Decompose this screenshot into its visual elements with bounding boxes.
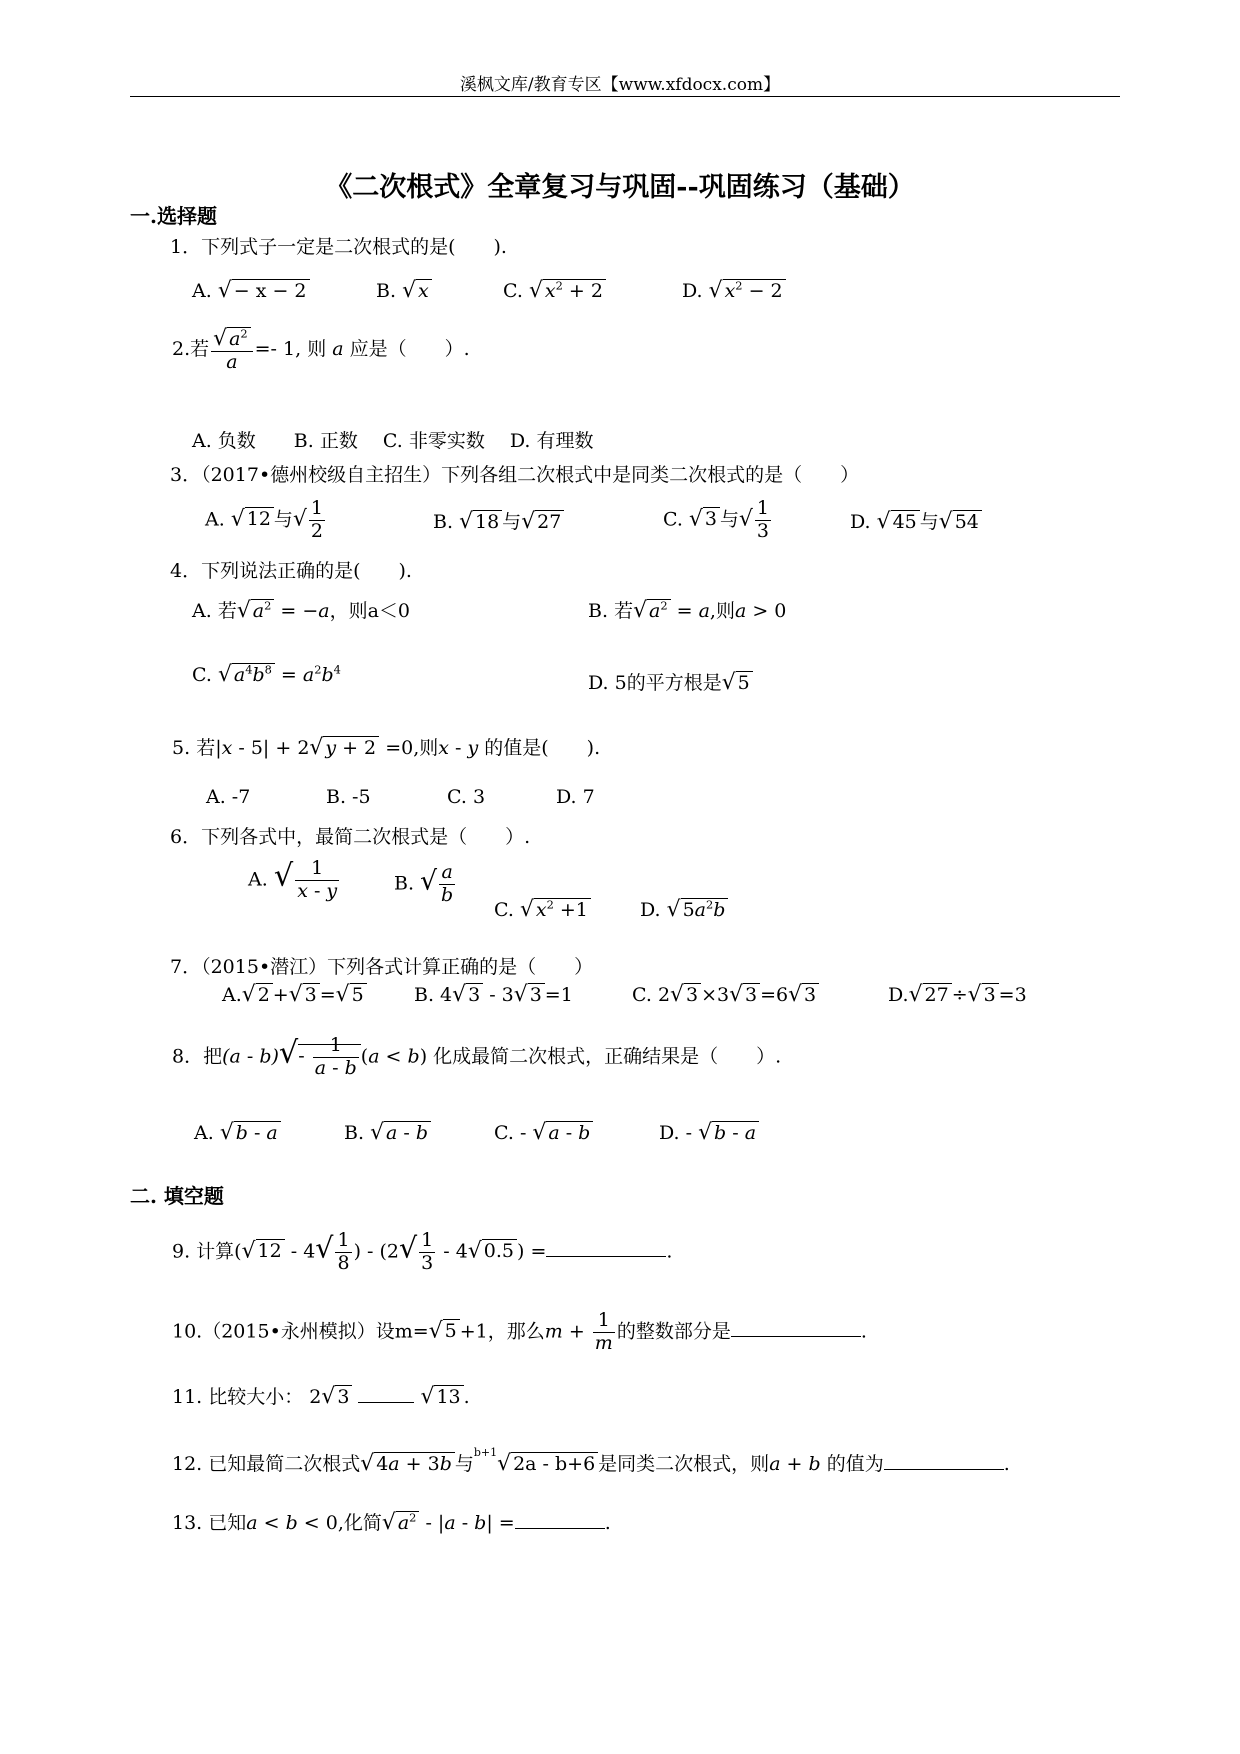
q3-option-c: C. √ 3 与√ $\frac{1}{3}$ [663,497,769,542]
q7-option-c: C. 2√ 3 ×3√ 3 =6√ 3 [632,982,819,1007]
q5-stem: 5. 若|x - 5| + 2√ y + 2 =0,则x - y 的值是( ). [172,735,601,760]
q6-stem: 6．下列各式中，最简二次根式是（ ）. [170,826,531,848]
q8-stem: 8．把(a - b)√- $\frac{1}{a - b}$ (a < b) 化成最简二次根式，正确结果是（ ）. [172,1034,782,1079]
q3-option-d: D. √ 45 与√ 54 [850,507,982,534]
section-choice-heading: 一.选择题 [130,204,217,228]
q1-stem: 1．下列式子一定是二次根式的是( ). [170,236,507,258]
q8-option-d: D. - √ b - a [659,1120,759,1145]
q3-option-b: B. √ 18 与√ 27 [433,507,564,534]
q7-stem: 7．（2015•潜江）下列各式计算正确的是（ ） [170,956,594,978]
q8-option-a: A. √ b - a [194,1120,281,1145]
q4-option-a: A. 若√ $a^2 = -a$，则a＜0 [192,598,410,623]
q1-option-b: B. √ x [376,278,432,303]
q6-option-b: B. √ $\frac{a}{b}$ [394,861,454,906]
q1-option-a: A. √ − x − 2 [192,278,310,303]
q1-option-d: D. √ $x^2 - 2$ [682,278,786,303]
q3-option-a: A. √ 12 与√ $\frac{1}{2}$ [205,497,323,542]
q3-stem: 3．（2017•德州校级自主招生）下列各组二次根式中是同类二次根式的是（ ） [170,464,860,486]
q1-option-c: C. √ $x^2 + 2$ [503,278,606,303]
q8-option-b: B. √ a - b [344,1120,431,1145]
section-fill-heading: 二. 填空题 [130,1184,224,1208]
q2-stem: 2.若 $\frac{√ a^2}{a}$ =- 1, 则 a 应是（ ）. [172,326,470,374]
q13-stem: 13. 已知a < b < 0,化简√ $a^2 - |a - b|$ = . [172,1510,611,1535]
q5-option-a: A. -7 [206,786,251,808]
q7-option-b: B. 4√ 3 - 3√ 3 =1 [414,982,573,1007]
q2-options: A. 负数 B. 正数 C. 非零实数 D. 有理数 [192,430,594,452]
q4-option-b: B. 若√ $a^2 = a$,则a > 0 [588,598,787,623]
q6-option-d: D. √ $5a^2b$ [640,897,728,922]
q7-option-a: A.√ 2 +√ 3 =√ 5 [222,982,367,1007]
q5-option-b: B. -5 [326,786,371,808]
document-title: 《二次根式》全章复习与巩固--巩固练习（基础） [325,172,915,203]
q8-option-c: C. - √ a - b [494,1120,593,1145]
q5-option-d: D. 7 [556,786,595,808]
q4-stem: 4．下列说法正确的是( ). [170,560,412,582]
q4-option-d: D. 5的平方根是√ 5 [588,668,753,695]
header-rule [130,96,1120,97]
q6-option-a: A. √ $\frac{1}{x - y}$ [248,857,338,902]
q5-option-c: C. 3 [447,786,486,808]
q11-stem: 11. 比较大小： 2√ 3 √ 13 . [172,1384,470,1409]
q9-stem: 9. 计算(√ 12 - 4√ $\frac{1}{8}$ ) - (2√ $\frac{1}{3}$ - 4√ 0.5 ) = . [172,1229,673,1274]
q10-stem: 10.（2015•永州模拟）设m=√ 5 +1，那么m + $\frac{1}{m}$ 的整数部分是 . [172,1309,867,1354]
q6-option-c: C. √ $x^2 +1$ [494,897,591,922]
page-header: 溪枫文库/教育专区【www.xfdocx.com】 [459,75,781,95]
q7-option-d: D.√ 27 ÷√ 3 =3 [888,982,1027,1007]
q12-stem: 12. 已知最简二次根式√ 4a + 3b 与$^{b+1}$√ 2a - b+6 是同类二次根式，则a + b 的值为 . [172,1446,1010,1476]
q4-option-c: C. √ $a^4b^8 = a^2b^4$ [192,662,341,687]
